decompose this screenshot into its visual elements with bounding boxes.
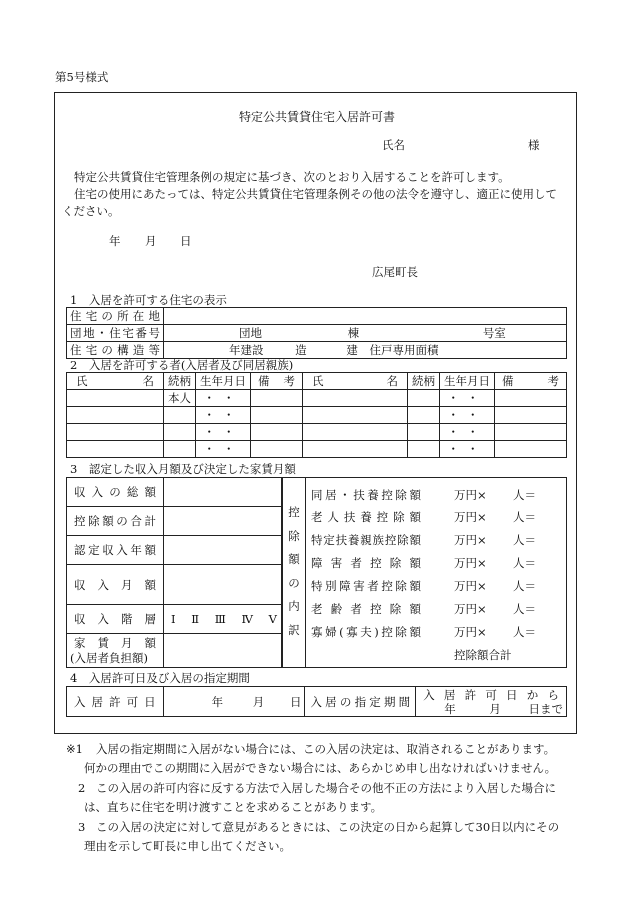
header-relation-right: 続柄 bbox=[408, 373, 440, 390]
rent-value bbox=[164, 634, 282, 668]
deduction-total-label: 控除額合計 bbox=[454, 648, 512, 662]
deduction-name: 老齢者控除額 bbox=[311, 602, 421, 616]
period-table bbox=[66, 686, 567, 717]
unit-yen: 万円× bbox=[454, 533, 487, 547]
permit-date-value: 年 月 日 bbox=[163, 687, 305, 717]
number-value: 団地 棟 号室 bbox=[164, 325, 567, 342]
permit-date-label: 入居許可日 bbox=[67, 687, 164, 717]
unit-yen: 万円× bbox=[454, 488, 487, 502]
header-relation-left: 続柄 bbox=[164, 373, 196, 390]
unit-yen: 万円× bbox=[454, 625, 487, 639]
unit-people: 人＝ bbox=[513, 625, 536, 639]
birth-dots: ・・ bbox=[440, 424, 495, 441]
income-class-label: 収入階層 bbox=[67, 605, 164, 634]
note-2-line-2: は、直ちに住宅を明け渡すことを求めることがあります。 bbox=[84, 800, 383, 814]
date-month: 月 bbox=[145, 234, 157, 248]
form-number: 第5号様式 bbox=[55, 70, 109, 84]
total-income-label: 収入の総額 bbox=[67, 478, 164, 507]
table-row bbox=[67, 390, 567, 407]
section2-heading: 2 入居を許可する者(入居者及び同居親族) bbox=[70, 358, 294, 372]
unit-people: 人＝ bbox=[513, 510, 536, 524]
deduction-name: 特定扶養親族控除額 bbox=[311, 533, 421, 547]
residents-table bbox=[66, 372, 567, 458]
unit-yen: 万円× bbox=[454, 579, 487, 593]
unit-people: 人＝ bbox=[513, 579, 536, 593]
unit-yen: 万円× bbox=[454, 556, 487, 570]
section3-heading: 3 認定した収入月額及び決定した家賃月額 bbox=[70, 462, 296, 476]
body-paragraph-2: 住宅の使用にあたっては、特定公共賃貸住宅管理条例その他の法令を遵守し、適正に使用して bbox=[74, 187, 557, 201]
page-title: 特定公共賃貸住宅入居許可書 bbox=[239, 110, 396, 124]
birth-dots: ・・ bbox=[196, 441, 251, 458]
income-class-levels: Ⅰ Ⅱ Ⅲ Ⅳ Ⅴ bbox=[164, 605, 282, 634]
body-paragraph-1: 特定公共賃貸住宅管理条例の規定に基づき、次のとおり入居することを許可します。 bbox=[74, 170, 510, 184]
unit-people: 人＝ bbox=[513, 533, 536, 547]
header-name-left: 氏 名 bbox=[67, 373, 164, 390]
unit-yen: 万円× bbox=[454, 510, 487, 524]
issuer: 広尾町長 bbox=[372, 265, 418, 279]
recognized-income-label: 認定収入年額 bbox=[67, 536, 164, 565]
number-label: 団地・住宅番号 bbox=[67, 325, 164, 342]
note-3-line-2: 理由を示して町長に申し出てください。 bbox=[84, 839, 291, 853]
header-remarks-left: 備 考 bbox=[251, 373, 303, 390]
deduction-name: 特別障害者控除額 bbox=[311, 579, 421, 593]
structure-label: 住宅の構造等 bbox=[67, 342, 164, 359]
note-2-line-1: この入居の許可内容に反する方法で入居した場合その他不正の方法により入居した場合に bbox=[96, 781, 556, 795]
location-value bbox=[164, 308, 567, 325]
header-name-right: 氏 名 bbox=[303, 373, 408, 390]
note-1-mark: ※1 bbox=[66, 742, 83, 756]
addressee-name-label: 氏名 bbox=[382, 138, 405, 152]
table-row bbox=[67, 407, 567, 424]
monthly-income-value bbox=[164, 565, 282, 605]
total-deduction-label: 控除額の合計 bbox=[67, 507, 164, 536]
unit-people: 人＝ bbox=[513, 602, 536, 616]
note-2-mark: 2 bbox=[78, 781, 86, 795]
birth-dots: ・・ bbox=[440, 441, 495, 458]
location-label: 住宅の所在地 bbox=[67, 308, 164, 325]
table-row bbox=[67, 441, 567, 458]
header-birth-right: 生年月日 bbox=[440, 373, 495, 390]
rent-label: 家賃月額 (入居者負担額) bbox=[67, 634, 164, 668]
note-1-line-1: 入居の指定期間に入居がない場合には、この入居の決定は、取消されることがあります。 bbox=[96, 742, 556, 756]
monthly-income-label: 収入月額 bbox=[67, 565, 164, 605]
period-value: 入居許可日から 年 月 日まで bbox=[416, 687, 567, 717]
unit-people: 人＝ bbox=[513, 556, 536, 570]
date-day: 日 bbox=[180, 234, 192, 248]
table-row bbox=[67, 424, 567, 441]
self-label: 本人 bbox=[164, 390, 196, 407]
breakdown-label-box: 控 除 額 の 内 訳 bbox=[282, 477, 306, 668]
header-remarks-right: 備 考 bbox=[495, 373, 567, 390]
structure-value: 年建設 造 建 住戸専用面積 bbox=[164, 342, 567, 359]
period-label: 入居の指定期間 bbox=[305, 687, 416, 717]
date-year: 年 bbox=[109, 234, 121, 248]
housing-table bbox=[66, 307, 567, 359]
deduction-name: 同居・扶養控除額 bbox=[311, 488, 421, 502]
income-table bbox=[66, 477, 282, 668]
birth-dots: ・・ bbox=[196, 407, 251, 424]
section4-heading: 4 入居許可日及び入居の指定期間 bbox=[70, 671, 250, 685]
birth-dots: ・・ bbox=[196, 424, 251, 441]
note-1-line-2: 何かの理由でこの期間に入居ができない場合には、あらかじめ申し出なければいけません。 bbox=[84, 761, 557, 775]
deduction-name: 寡婦(寡夫)控除額 bbox=[311, 625, 421, 639]
recognized-income-value bbox=[164, 536, 282, 565]
birth-dots: ・・ bbox=[196, 390, 251, 407]
unit-yen: 万円× bbox=[454, 602, 487, 616]
total-income-value bbox=[164, 478, 282, 507]
deduction-name: 老人扶養控除額 bbox=[311, 510, 421, 524]
deduction-name: 障害者控除額 bbox=[311, 556, 421, 570]
note-3-mark: 3 bbox=[78, 820, 86, 834]
body-paragraph-3: ください。 bbox=[62, 204, 120, 218]
birth-dots: ・・ bbox=[440, 407, 495, 424]
total-deduction-value bbox=[164, 507, 282, 536]
unit-people: 人＝ bbox=[513, 488, 536, 502]
note-3-line-1: この入居の決定に対して意見があるときには、この決定の日から起算して30日以内にその bbox=[96, 820, 560, 834]
birth-dots: ・・ bbox=[440, 390, 495, 407]
header-birth-left: 生年月日 bbox=[196, 373, 251, 390]
section1-heading: 1 入居を許可する住宅の表示 bbox=[70, 293, 227, 307]
addressee-honorific: 様 bbox=[528, 138, 540, 152]
